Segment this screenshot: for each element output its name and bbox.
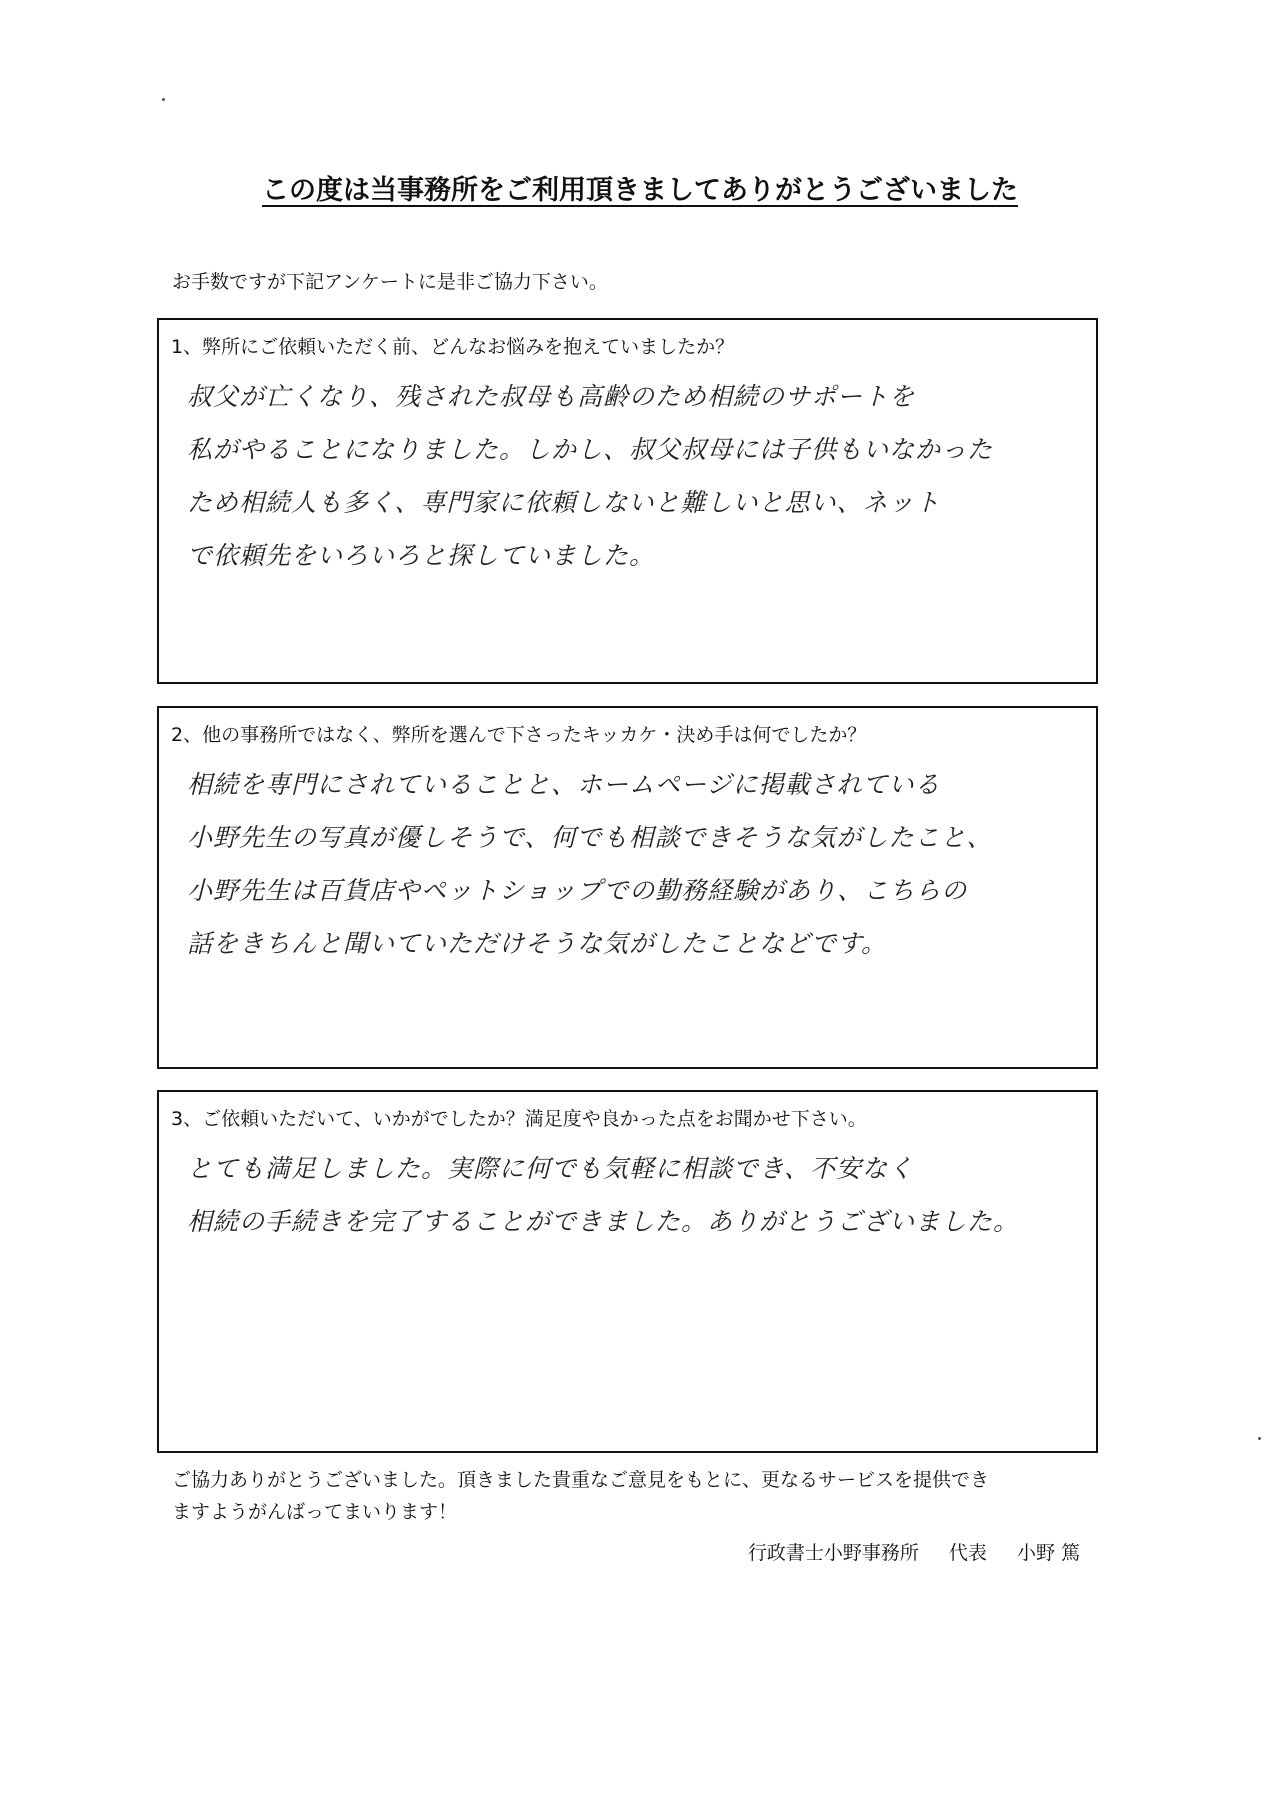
closing-message bbox=[172, 1464, 989, 1528]
answer-line: 相続を専門にされていることと、ホームページに掲載されている bbox=[187, 770, 941, 799]
representative-name: 小野 篤 bbox=[1016, 1542, 1080, 1564]
office-name: 行政書士小野事務所 bbox=[747, 1542, 919, 1564]
closing-line: ご協力ありがとうございました。頂きました貴重なご意見をもとに、更なるサービスを提供でき bbox=[172, 1469, 990, 1491]
representative-title: 代表 bbox=[948, 1542, 987, 1564]
scan-speck bbox=[162, 98, 165, 101]
question-label-1: 1、弊所にご依頼いただく前、どんなお悩みを抱えていましたか？ bbox=[171, 336, 735, 358]
answer-line: 叔父が亡くなり、残された叔母も高齢のため相続のサポートを bbox=[187, 382, 916, 411]
closing-line: ますようがんばってまいります！ bbox=[172, 1501, 458, 1523]
handwritten-answer-2 bbox=[187, 758, 1084, 970]
answer-line: ため相続人も多く、専門家に依頼しないと難しいと思い、ネット bbox=[187, 488, 941, 517]
answer-line: 相続の手続きを完了することができました。ありがとうございました。 bbox=[187, 1207, 1020, 1236]
answer-line: 小野先生は百貨店やペットショップでの勤務経験があり、こちらの bbox=[187, 876, 968, 905]
handwritten-answer-3 bbox=[187, 1142, 1084, 1248]
question-box-2 bbox=[157, 706, 1098, 1069]
scan-speck bbox=[1258, 1437, 1261, 1440]
answer-line: とても満足しました。実際に何でも気軽に相談でき、不安なく bbox=[187, 1154, 915, 1183]
answer-line: 話をきちんと聞いていただけそうな気がしたことなどです。 bbox=[187, 929, 888, 958]
question-box-3 bbox=[157, 1090, 1098, 1453]
answer-line: で依頼先をいろいろと探していました。 bbox=[187, 541, 656, 570]
question-label-3: 3、ご依頼いただいて、いかがでしたか？満足度や良かった点をお聞かせ下さい。 bbox=[171, 1108, 867, 1130]
office-signature bbox=[724, 1538, 1080, 1565]
answer-line: 小野先生の写真が優しそうで、何でも相談できそうな気がしたこと、 bbox=[187, 823, 993, 852]
question-box-1 bbox=[157, 318, 1098, 684]
survey-title-text: この度は当事務所をご利用頂きましてありがとうございました bbox=[262, 175, 1018, 206]
answer-line: 私がやることになりました。しかし、叔父叔母には子供もいなかった bbox=[187, 435, 994, 464]
handwritten-answer-1 bbox=[187, 370, 1084, 582]
intro-text: お手数ですが下記アンケートに是非ご協力下さい。 bbox=[172, 271, 608, 293]
question-label-2: 2、他の事務所ではなく、弊所を選んで下さったキッカケ・決め手は何でしたか？ bbox=[171, 724, 867, 746]
survey-title bbox=[0, 168, 1280, 207]
